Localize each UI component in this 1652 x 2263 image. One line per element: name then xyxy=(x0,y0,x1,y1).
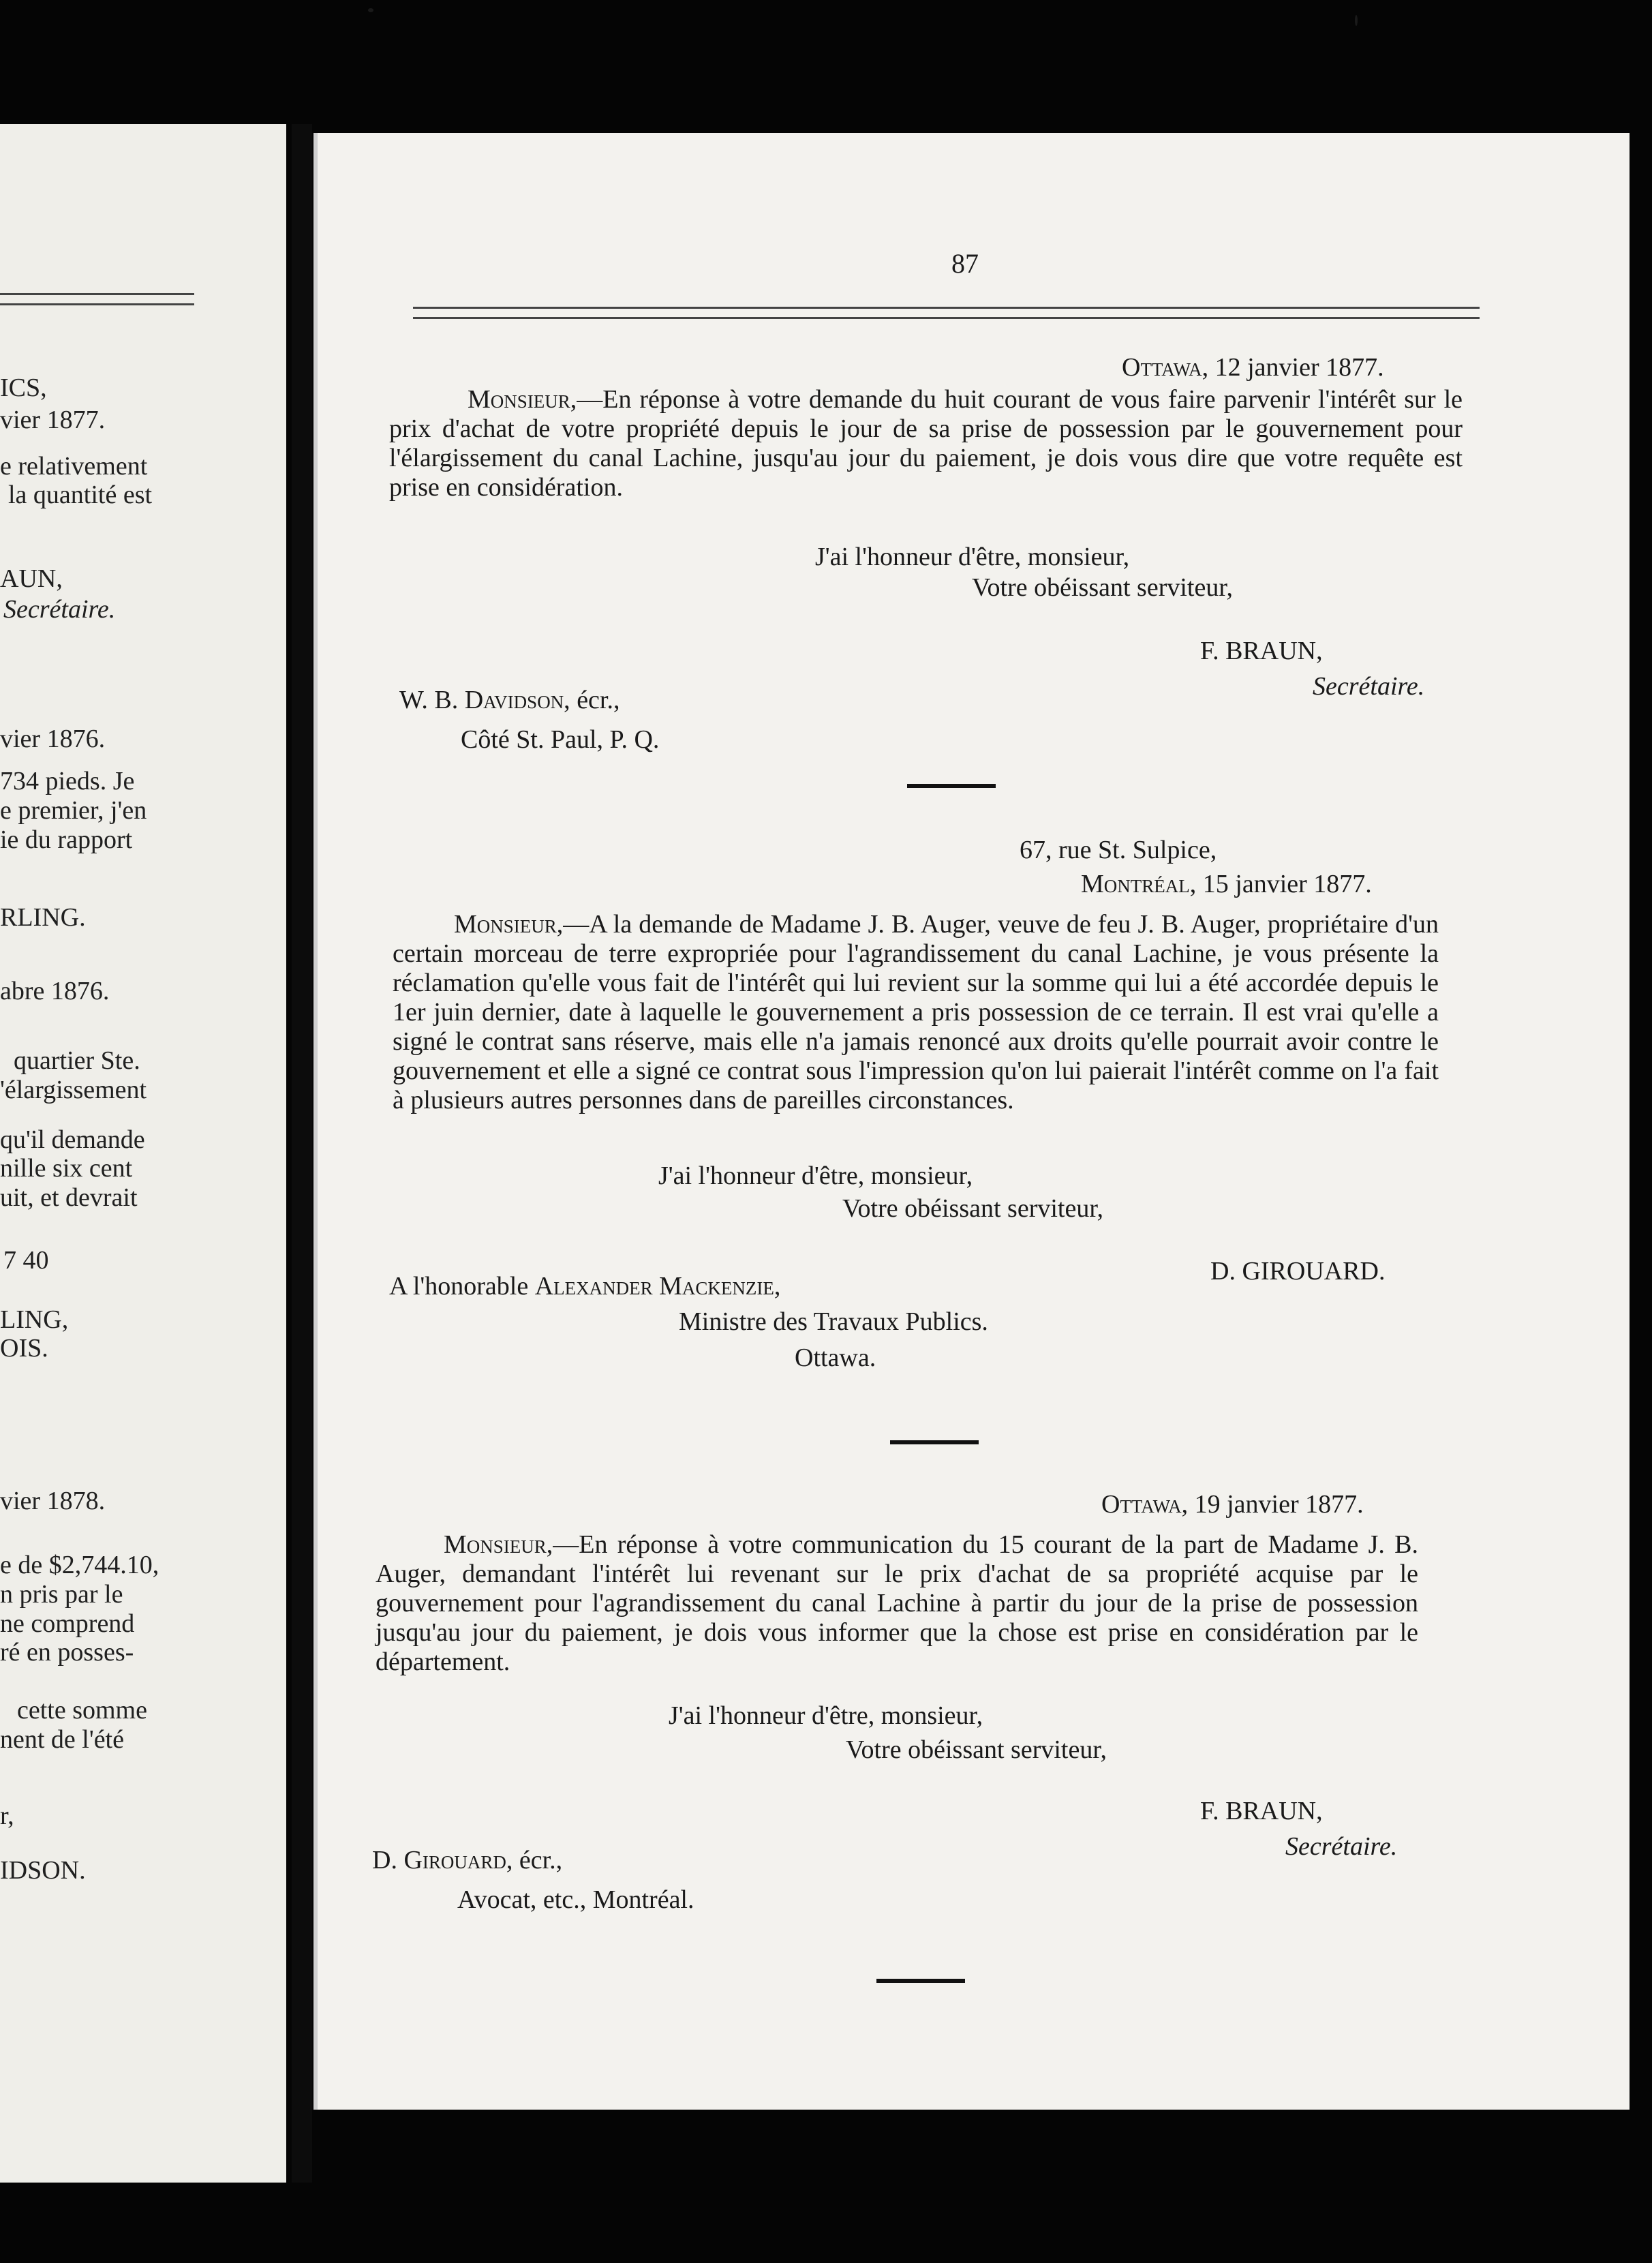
letter-1-recipient xyxy=(399,685,620,715)
letter-2-recipient-prefix: A l'honorable xyxy=(389,1272,529,1301)
left-line: n pris par le xyxy=(0,1580,123,1609)
letter-2-dateline xyxy=(1081,869,1372,899)
letter-2-place: Montréal, xyxy=(1081,870,1197,898)
left-line: ie du rapport xyxy=(0,825,133,854)
left-line: ré en posses- xyxy=(0,1638,134,1667)
left-line: abre 1876. xyxy=(0,977,110,1005)
separator xyxy=(876,1979,965,1983)
separator xyxy=(890,1440,979,1444)
left-line: qu'il demande xyxy=(0,1125,145,1154)
left-line: uit, et devrait xyxy=(0,1183,138,1212)
left-line: vier 1878. xyxy=(0,1487,106,1515)
letter-3-title: Secrétaire. xyxy=(1285,1832,1398,1861)
left-line: e de $2,744.10, xyxy=(0,1551,159,1579)
book-binding xyxy=(292,124,312,2183)
letter-2-signature: D. GIROUARD. xyxy=(1210,1257,1386,1286)
left-line: cette somme xyxy=(17,1696,147,1725)
letter-3-dateline xyxy=(1101,1489,1364,1519)
left-line: quartier Ste. xyxy=(14,1046,140,1075)
left-line: RLING. xyxy=(0,903,86,932)
letter-2-closing-2: Votre obéissant serviteur, xyxy=(842,1194,1103,1223)
letter-2-body-text: —A la demande de Madame J. B. Auger, veuve de feu J. B. Auger, propriétaire d'un certain morceau de terre expropriée pour l'agrandissement du canal Lachine, je vous présente la réclamation qu'elle vous fait de l'intérêt qui lui revient sur la somme qui lui a été accordée depuis le 1er juin dernier, date à laquelle le gouvernement a pris possession de ce terrain. Il est vrai qu'elle a signé le contrat sans réserve, mais elle n'a jamais renoncé aux droits qu'elle pourrait avoir contre le gouvernement et elle a signé ce contrat sous l'impression qu'on lui paierait l'intérêt comme on l'a fait à plusieurs autres personnes dans de pareilles circonstances. xyxy=(393,910,1439,1114)
letter-3-recipient-name: D. Girouard, xyxy=(372,1846,513,1874)
left-line: nille six cent xyxy=(0,1154,133,1183)
letter-1-body-text: —En réponse à votre demande du huit courant de vous faire parvenir l'intérêt sur le prix d'achat de votre propriété depuis le jour de sa prise de possession par le gouvernement pour l'élargissement du canal Lachine, jusqu'au jour du paiement, je dois vous dire que votre requête est prise en considération. xyxy=(389,385,1463,502)
letter-2-body xyxy=(393,910,1439,1115)
left-line: LING, xyxy=(0,1305,69,1334)
letter-2-recipient xyxy=(389,1271,780,1301)
letter-2-salutation: Monsieur, xyxy=(454,910,564,939)
letter-1-dateline xyxy=(1122,352,1384,382)
left-line: e relativement xyxy=(0,452,148,481)
letter-3-signature: F. BRAUN, xyxy=(1200,1797,1323,1825)
letter-1-closing-2: Votre obéissant serviteur, xyxy=(972,573,1233,602)
letter-1-closing-1: J'ai l'honneur d'être, monsieur, xyxy=(815,543,1130,571)
letter-3-date: 19 janvier 1877. xyxy=(1194,1490,1364,1519)
letter-2-recipient-name: Alexander Mackenzie, xyxy=(534,1272,781,1301)
letter-3-salutation: Monsieur, xyxy=(444,1530,553,1559)
left-line: vier 1876. xyxy=(0,725,106,753)
left-line: IDSON. xyxy=(0,1856,86,1885)
letter-1-date: 12 janvier 1877. xyxy=(1214,353,1384,382)
letter-1-salutation: Monsieur, xyxy=(468,385,577,414)
letter-1-title: Secrétaire. xyxy=(1313,672,1425,701)
letter-1-recipient-suffix: écr., xyxy=(577,686,620,714)
left-line: r, xyxy=(0,1802,14,1830)
left-line: ICS, xyxy=(0,374,47,402)
letter-3-closing-2: Votre obéissant serviteur, xyxy=(846,1735,1107,1764)
letter-3-recipient-suffix: écr., xyxy=(519,1846,563,1874)
left-page xyxy=(0,124,286,2183)
left-line: Secrétaire. xyxy=(3,595,116,624)
left-line: vier 1877. xyxy=(0,406,106,434)
left-line: 734 pieds. Je xyxy=(0,767,135,795)
letter-1-body xyxy=(389,385,1463,502)
left-line: 'élargissement xyxy=(0,1076,147,1104)
letter-1-recipient-address: Côté St. Paul, P. Q. xyxy=(461,725,660,754)
page-number: 87 xyxy=(951,248,979,279)
scan-speck xyxy=(1355,15,1358,26)
letter-3-body-text: —En réponse à votre communication du 15 courant de la part de Madame J. B. Auger, demandant l'intérêt lui revenant sur le prix d'achat de sa propriété acquise par le gouvernement pour l'agrandissement du canal Lachine à partir du jour de la prise de possession jusqu'au jour du paiement, je dois vous informer que la chose est prise en considération par le département. xyxy=(376,1530,1418,1676)
left-line: 7 40 xyxy=(3,1246,49,1275)
left-line: e premier, j'en xyxy=(0,796,147,825)
letter-2-date: 15 janvier 1877. xyxy=(1202,870,1372,898)
letter-2-recipient-title: Ministre des Travaux Publics. xyxy=(679,1307,988,1336)
letter-3-recipient xyxy=(372,1845,562,1875)
left-page-rule xyxy=(0,293,194,305)
letter-3-place: Ottawa, xyxy=(1101,1490,1189,1519)
left-line: ne comprend xyxy=(0,1609,135,1638)
header-rule xyxy=(413,307,1480,319)
letter-1-place: Ottawa, xyxy=(1122,353,1209,382)
letter-2-closing-1: J'ai l'honneur d'être, monsieur, xyxy=(658,1161,973,1190)
separator xyxy=(907,784,996,788)
scan-speck xyxy=(368,8,373,12)
left-line: la quantité est xyxy=(8,481,153,509)
letter-2-recipient-city: Ottawa. xyxy=(795,1343,876,1372)
letter-3-closing-1: J'ai l'honneur d'être, monsieur, xyxy=(669,1701,983,1730)
letter-3-recipient-address: Avocat, etc., Montréal. xyxy=(457,1885,694,1914)
letter-1-signature: F. BRAUN, xyxy=(1200,637,1323,665)
letter-3-body xyxy=(376,1530,1418,1677)
letter-1-recipient-name: W. B. Davidson, xyxy=(399,686,570,714)
letter-2-street: 67, rue St. Sulpice, xyxy=(1020,836,1217,864)
left-line: nent de l'été xyxy=(0,1725,124,1754)
right-page xyxy=(313,133,1630,2110)
left-line: AUN, xyxy=(0,564,63,593)
left-line: OIS. xyxy=(0,1334,48,1363)
